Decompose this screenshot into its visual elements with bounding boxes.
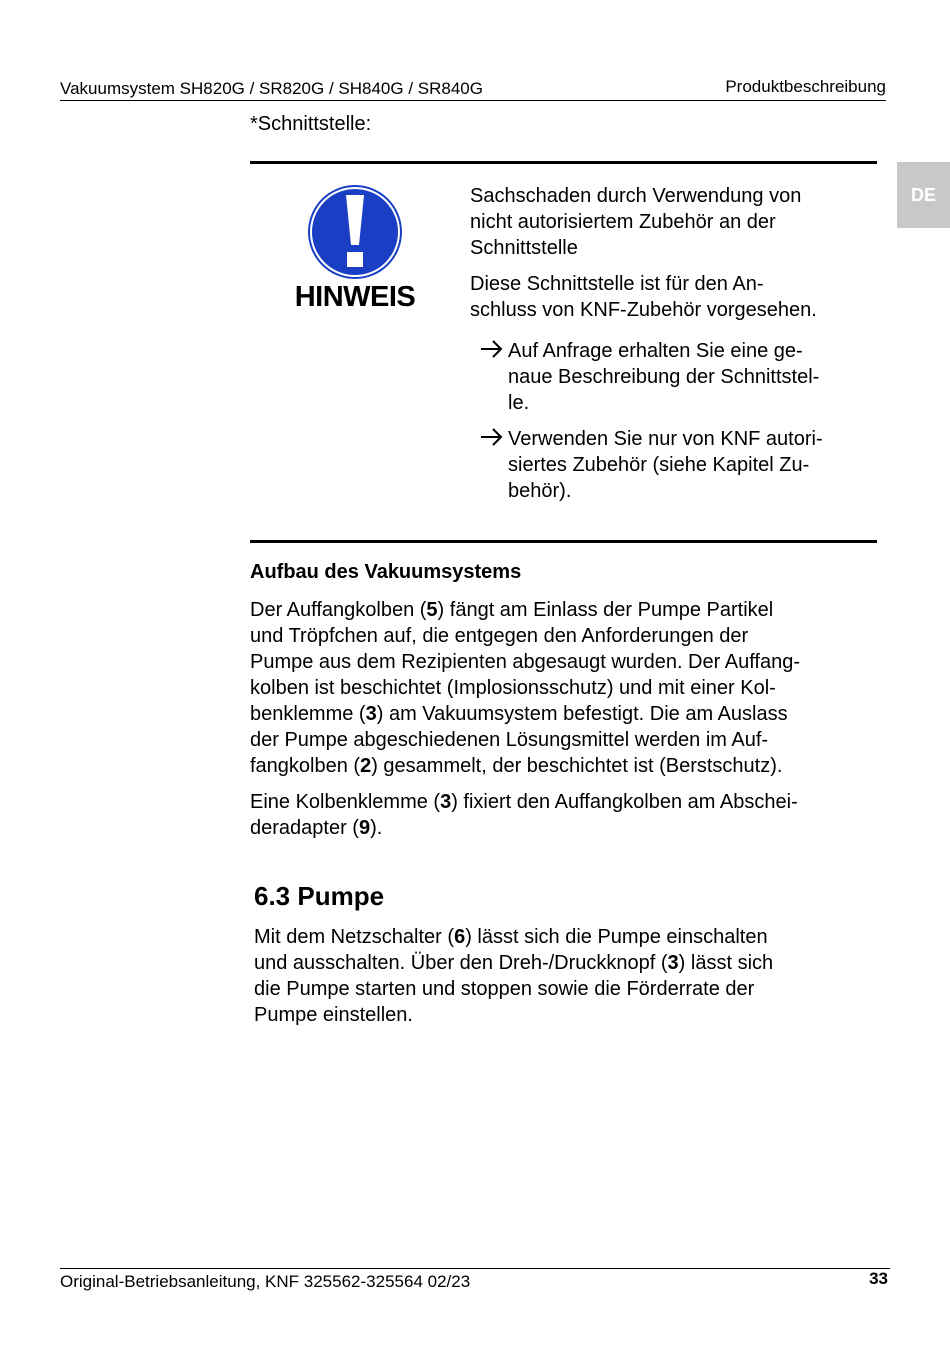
bullet-line: Verwenden Sie nur von KNF autori- <box>508 428 823 450</box>
page-number: 33 <box>869 1269 888 1288</box>
paragraph-line: kolben ist beschichtet (Implosionsschutz) und mit einer Kol- <box>250 677 776 699</box>
paragraph-line: deradapter (9). <box>250 817 383 839</box>
paragraph-line: und Tröpfchen auf, die entgegen den Anforderungen der <box>250 625 749 647</box>
notice-bullets <box>480 338 870 504</box>
paragraph-line: die Pumpe starten und stoppen sowie die Förderrate der <box>254 978 755 1000</box>
bullet-line: behör). <box>508 480 572 502</box>
structure-paragraph-1 <box>250 597 878 779</box>
notice-title-line: nicht autorisiertem Zubehör an der <box>470 211 776 233</box>
notice-top-rule <box>250 161 877 164</box>
paragraph-line: der Pumpe abgeschiedenen Lösungsmittel werden im Auf- <box>250 729 769 751</box>
notice-body-line: schluss von KNF-Zubehör vorgesehen. <box>470 299 817 321</box>
footer-divider <box>60 1268 890 1269</box>
arrow-right-icon <box>480 338 504 367</box>
notice-label: HINWEIS <box>294 281 416 313</box>
bullet-line: siertes Zubehör (siehe Kapitel Zu- <box>508 454 810 476</box>
paragraph-line: Der Auffangkolben (5) fängt am Einlass der Pumpe Partikel <box>250 599 774 621</box>
paragraph-line: Mit dem Netzschalter (6) lässt sich die Pumpe einschalten <box>254 926 768 948</box>
bullet-line: Auf Anfrage erhalten Sie eine ge- <box>508 340 803 362</box>
notice-title <box>470 183 870 261</box>
notice-body <box>470 271 870 323</box>
notice-bullet <box>480 338 870 416</box>
structure-paragraph-2 <box>250 789 878 841</box>
header-section: Produktbeschreibung <box>725 77 886 96</box>
notice-bottom-rule <box>250 540 877 543</box>
notice-title-line: Schnittstelle <box>470 237 578 259</box>
notice-bullet <box>480 426 870 504</box>
notice-title-line: Sachschaden durch Verwendung von <box>470 185 802 207</box>
header-title: Vakuumsystem SH820G / SR820G / SH840G / SR840G <box>60 79 483 98</box>
notice-body-line: Diese Schnittstelle ist für den An- <box>470 273 764 295</box>
language-tab-label: DE <box>910 184 936 205</box>
header-divider <box>60 100 886 101</box>
interface-label: *Schnittstelle: <box>250 113 372 135</box>
footer-text: Original-Betriebsanleitung, KNF 325562-325564 02/23 <box>60 1272 471 1291</box>
exclamation-circle-icon <box>306 183 404 281</box>
structure-heading: Aufbau des Vakuumsystems <box>250 561 522 583</box>
paragraph-line: Pumpe aus dem Rezipienten abgesaugt wurden. Der Auffang- <box>250 651 800 673</box>
paragraph-line: Pumpe einstellen. <box>254 1004 413 1026</box>
notice-text <box>470 183 870 323</box>
paragraph-line: fangkolben (2) gesammelt, der beschichtet ist (Berstschutz). <box>250 755 783 777</box>
pump-paragraph <box>254 924 882 1028</box>
paragraph-line: Eine Kolbenklemme (3) fixiert den Auffangkolben am Abschei- <box>250 791 798 813</box>
bullet-line: le. <box>508 392 530 414</box>
bullet-line: naue Beschreibung der Schnittstel- <box>508 366 820 388</box>
section-heading-pump: 6.3 Pumpe <box>254 881 385 911</box>
paragraph-line: und ausschalten. Über den Dreh-/Druckknopf (3) lässt sich <box>254 952 774 974</box>
paragraph-line: benklemme (3) am Vakuumsystem befestigt. Die am Auslass <box>250 703 788 725</box>
language-tab <box>897 162 950 228</box>
arrow-right-icon <box>480 426 504 455</box>
